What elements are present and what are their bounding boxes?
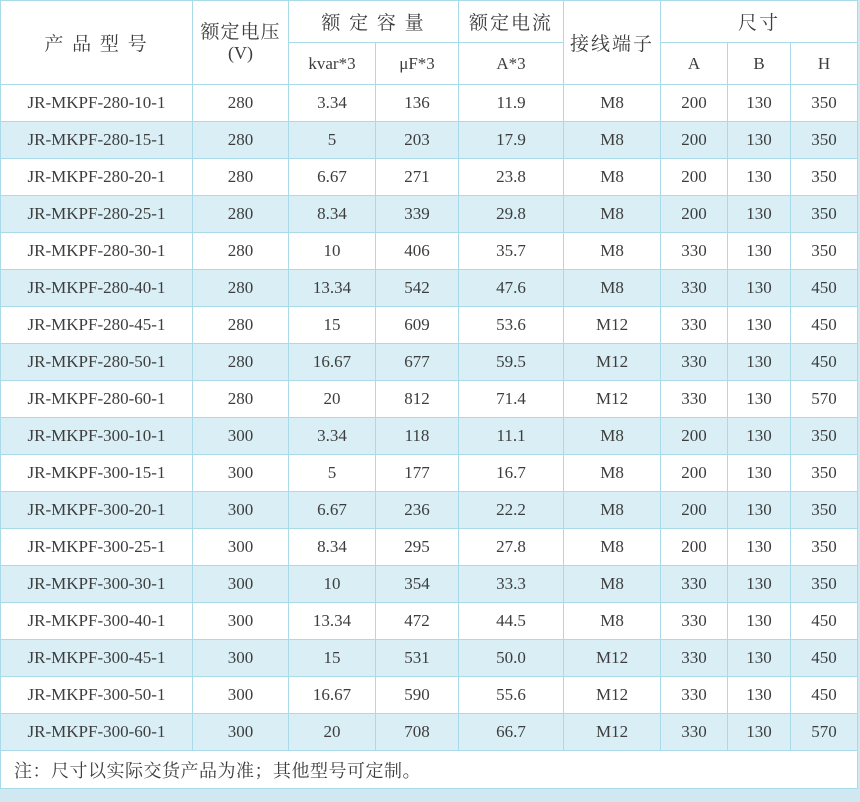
cell-capacity-uf: 203 [376,122,459,159]
cell-dim-b: 130 [728,381,791,418]
col-header-rated-capacity: 额 定 容 量 [289,1,459,43]
cell-rated-voltage: 300 [193,714,289,751]
table-row [1,529,858,566]
cell-capacity-kvar: 16.67 [289,677,376,714]
cell-capacity-uf: 472 [376,603,459,640]
cell-dim-h: 450 [791,640,858,677]
cell-capacity-kvar: 6.67 [289,159,376,196]
cell-capacity-uf: 339 [376,196,459,233]
cell-capacity-uf: 708 [376,714,459,751]
header-row-1 [1,1,858,43]
cell-current-a: 29.8 [459,196,564,233]
cell-dim-a: 200 [661,529,728,566]
cell-rated-voltage: 280 [193,196,289,233]
cell-dim-a: 330 [661,677,728,714]
cell-capacity-kvar: 5 [289,122,376,159]
cell-terminal: M8 [564,492,661,529]
table-row [1,233,858,270]
cell-product-model: JR-MKPF-300-20-1 [1,492,193,529]
cell-terminal: M12 [564,714,661,751]
cell-dim-b: 130 [728,640,791,677]
cell-dim-a: 330 [661,233,728,270]
cell-dim-b: 130 [728,270,791,307]
cell-dim-b: 130 [728,196,791,233]
cell-dim-a: 330 [661,566,728,603]
cell-product-model: JR-MKPF-300-50-1 [1,677,193,714]
cell-capacity-uf: 354 [376,566,459,603]
table-row [1,159,858,196]
col-header-dim-b: B [728,43,791,85]
cell-current-a: 16.7 [459,455,564,492]
cell-dim-a: 200 [661,159,728,196]
cell-capacity-uf: 609 [376,307,459,344]
cell-terminal: M8 [564,418,661,455]
table-row [1,640,858,677]
cell-terminal: M8 [564,270,661,307]
cell-capacity-kvar: 15 [289,640,376,677]
cell-capacity-kvar: 15 [289,307,376,344]
col-header-rated-voltage [193,1,289,85]
cell-capacity-uf: 812 [376,381,459,418]
cell-rated-voltage: 280 [193,270,289,307]
cell-capacity-uf: 677 [376,344,459,381]
col-header-current-a: A*3 [459,43,564,85]
cell-dim-h: 350 [791,159,858,196]
cell-dim-h: 570 [791,714,858,751]
cell-dim-b: 130 [728,603,791,640]
cell-rated-voltage: 300 [193,492,289,529]
cell-dim-h: 570 [791,381,858,418]
table-row [1,677,858,714]
cell-capacity-uf: 271 [376,159,459,196]
cell-dim-h: 350 [791,566,858,603]
cell-capacity-kvar: 10 [289,566,376,603]
table-row [1,455,858,492]
cell-product-model: JR-MKPF-280-25-1 [1,196,193,233]
cell-rated-voltage: 280 [193,122,289,159]
cell-terminal: M8 [564,455,661,492]
cell-capacity-kvar: 13.34 [289,603,376,640]
cell-capacity-kvar: 20 [289,381,376,418]
cell-current-a: 55.6 [459,677,564,714]
cell-dim-a: 330 [661,270,728,307]
cell-product-model: JR-MKPF-280-50-1 [1,344,193,381]
cell-capacity-kvar: 5 [289,455,376,492]
cell-terminal: M8 [564,233,661,270]
cell-rated-voltage: 300 [193,640,289,677]
cell-dim-a: 330 [661,640,728,677]
cell-capacity-kvar: 13.34 [289,270,376,307]
cell-capacity-uf: 295 [376,529,459,566]
col-header-product-model: 产 品 型 号 [1,1,193,85]
cell-current-a: 53.6 [459,307,564,344]
cell-rated-voltage: 280 [193,159,289,196]
cell-dim-b: 130 [728,566,791,603]
cell-current-a: 47.6 [459,270,564,307]
col-header-capacity-uf: μF*3 [376,43,459,85]
cell-terminal: M8 [564,196,661,233]
cell-dim-h: 350 [791,122,858,159]
cell-dim-h: 350 [791,85,858,122]
cell-product-model: JR-MKPF-280-10-1 [1,85,193,122]
cell-rated-voltage: 280 [193,381,289,418]
cell-product-model: JR-MKPF-300-10-1 [1,418,193,455]
col-header-dim-a: A [661,43,728,85]
cell-dim-a: 330 [661,344,728,381]
cell-dim-h: 450 [791,603,858,640]
cell-product-model: JR-MKPF-280-20-1 [1,159,193,196]
cell-rated-voltage: 300 [193,566,289,603]
cell-capacity-kvar: 8.34 [289,196,376,233]
cell-current-a: 44.5 [459,603,564,640]
cell-dim-a: 330 [661,603,728,640]
cell-dim-h: 350 [791,529,858,566]
cell-current-a: 35.7 [459,233,564,270]
cell-dim-h: 350 [791,233,858,270]
cell-dim-h: 350 [791,455,858,492]
cell-dim-b: 130 [728,85,791,122]
cell-product-model: JR-MKPF-280-15-1 [1,122,193,159]
cell-dim-b: 130 [728,714,791,751]
cell-capacity-uf: 236 [376,492,459,529]
cell-current-a: 66.7 [459,714,564,751]
col-header-dim-h: H [791,43,858,85]
cell-capacity-uf: 531 [376,640,459,677]
table-row [1,344,858,381]
cell-dim-b: 130 [728,344,791,381]
table-row [1,603,858,640]
cell-current-a: 17.9 [459,122,564,159]
cell-capacity-kvar: 3.34 [289,85,376,122]
cell-dim-b: 130 [728,307,791,344]
table-row [1,714,858,751]
cell-terminal: M12 [564,640,661,677]
cell-dim-b: 130 [728,492,791,529]
cell-dim-h: 450 [791,270,858,307]
cell-dim-a: 330 [661,714,728,751]
cell-dim-a: 330 [661,381,728,418]
cell-capacity-uf: 590 [376,677,459,714]
col-header-rated-current: 额定电流 [459,1,564,43]
cell-dim-a: 200 [661,122,728,159]
cell-product-model: JR-MKPF-300-30-1 [1,566,193,603]
cell-terminal: M8 [564,122,661,159]
cell-rated-voltage: 300 [193,418,289,455]
table-row [1,566,858,603]
cell-current-a: 23.8 [459,159,564,196]
cell-dim-a: 200 [661,85,728,122]
cell-dim-h: 350 [791,492,858,529]
cell-rated-voltage: 300 [193,603,289,640]
cell-product-model: JR-MKPF-280-30-1 [1,233,193,270]
cell-capacity-uf: 177 [376,455,459,492]
table-row [1,122,858,159]
cell-current-a: 59.5 [459,344,564,381]
cell-product-model: JR-MKPF-300-15-1 [1,455,193,492]
cell-current-a: 27.8 [459,529,564,566]
table-header [1,1,858,85]
cell-capacity-kvar: 10 [289,233,376,270]
cell-current-a: 11.1 [459,418,564,455]
cell-dim-h: 450 [791,344,858,381]
table-row [1,418,858,455]
cell-capacity-uf: 118 [376,418,459,455]
cell-capacity-kvar: 3.34 [289,418,376,455]
cell-dim-b: 130 [728,159,791,196]
cell-product-model: JR-MKPF-280-60-1 [1,381,193,418]
cell-terminal: M12 [564,307,661,344]
rated-voltage-label: 额定电压 [200,21,281,43]
table-footer [1,751,858,789]
table-row [1,270,858,307]
cell-current-a: 71.4 [459,381,564,418]
cell-dim-a: 330 [661,307,728,344]
cell-capacity-kvar: 20 [289,714,376,751]
col-header-capacity-kvar: kvar*3 [289,43,376,85]
cell-current-a: 11.9 [459,85,564,122]
cell-rated-voltage: 300 [193,529,289,566]
cell-terminal: M8 [564,85,661,122]
cell-dim-b: 130 [728,418,791,455]
table-body [1,85,858,751]
cell-dim-h: 350 [791,418,858,455]
cell-product-model: JR-MKPF-280-40-1 [1,270,193,307]
cell-terminal: M8 [564,159,661,196]
table-note: 注：尺寸以实际交货产品为准；其他型号可定制。 [1,751,858,789]
col-header-dimensions: 尺寸 [661,1,858,43]
cell-rated-voltage: 280 [193,344,289,381]
cell-dim-h: 350 [791,196,858,233]
cell-product-model: JR-MKPF-300-45-1 [1,640,193,677]
col-header-terminal: 接线端子 [564,1,661,85]
cell-capacity-kvar: 6.67 [289,492,376,529]
cell-terminal: M12 [564,344,661,381]
cell-rated-voltage: 300 [193,455,289,492]
cell-terminal: M8 [564,566,661,603]
table-row [1,492,858,529]
cell-dim-a: 200 [661,492,728,529]
cell-terminal: M8 [564,529,661,566]
note-row [1,751,858,789]
cell-rated-voltage: 300 [193,677,289,714]
cell-capacity-uf: 542 [376,270,459,307]
cell-product-model: JR-MKPF-280-45-1 [1,307,193,344]
cell-terminal: M12 [564,677,661,714]
cell-terminal: M8 [564,603,661,640]
cell-dim-b: 130 [728,122,791,159]
cell-dim-b: 130 [728,529,791,566]
table-row [1,381,858,418]
table-row [1,85,858,122]
cell-terminal: M12 [564,381,661,418]
cell-rated-voltage: 280 [193,85,289,122]
cell-dim-b: 130 [728,455,791,492]
cell-product-model: JR-MKPF-300-40-1 [1,603,193,640]
cell-dim-a: 200 [661,455,728,492]
cell-capacity-uf: 406 [376,233,459,270]
cell-dim-h: 450 [791,307,858,344]
cell-dim-a: 200 [661,196,728,233]
cell-dim-b: 130 [728,677,791,714]
cell-rated-voltage: 280 [193,307,289,344]
table-row [1,307,858,344]
rated-voltage-unit: (V) [228,43,253,64]
cell-capacity-kvar: 8.34 [289,529,376,566]
cell-current-a: 22.2 [459,492,564,529]
table-row [1,196,858,233]
cell-rated-voltage: 280 [193,233,289,270]
cell-dim-h: 450 [791,677,858,714]
cell-capacity-uf: 136 [376,85,459,122]
cell-dim-a: 200 [661,418,728,455]
cell-product-model: JR-MKPF-300-60-1 [1,714,193,751]
cell-current-a: 33.3 [459,566,564,603]
cell-dim-b: 130 [728,233,791,270]
cell-product-model: JR-MKPF-300-25-1 [1,529,193,566]
cell-capacity-kvar: 16.67 [289,344,376,381]
cell-current-a: 50.0 [459,640,564,677]
